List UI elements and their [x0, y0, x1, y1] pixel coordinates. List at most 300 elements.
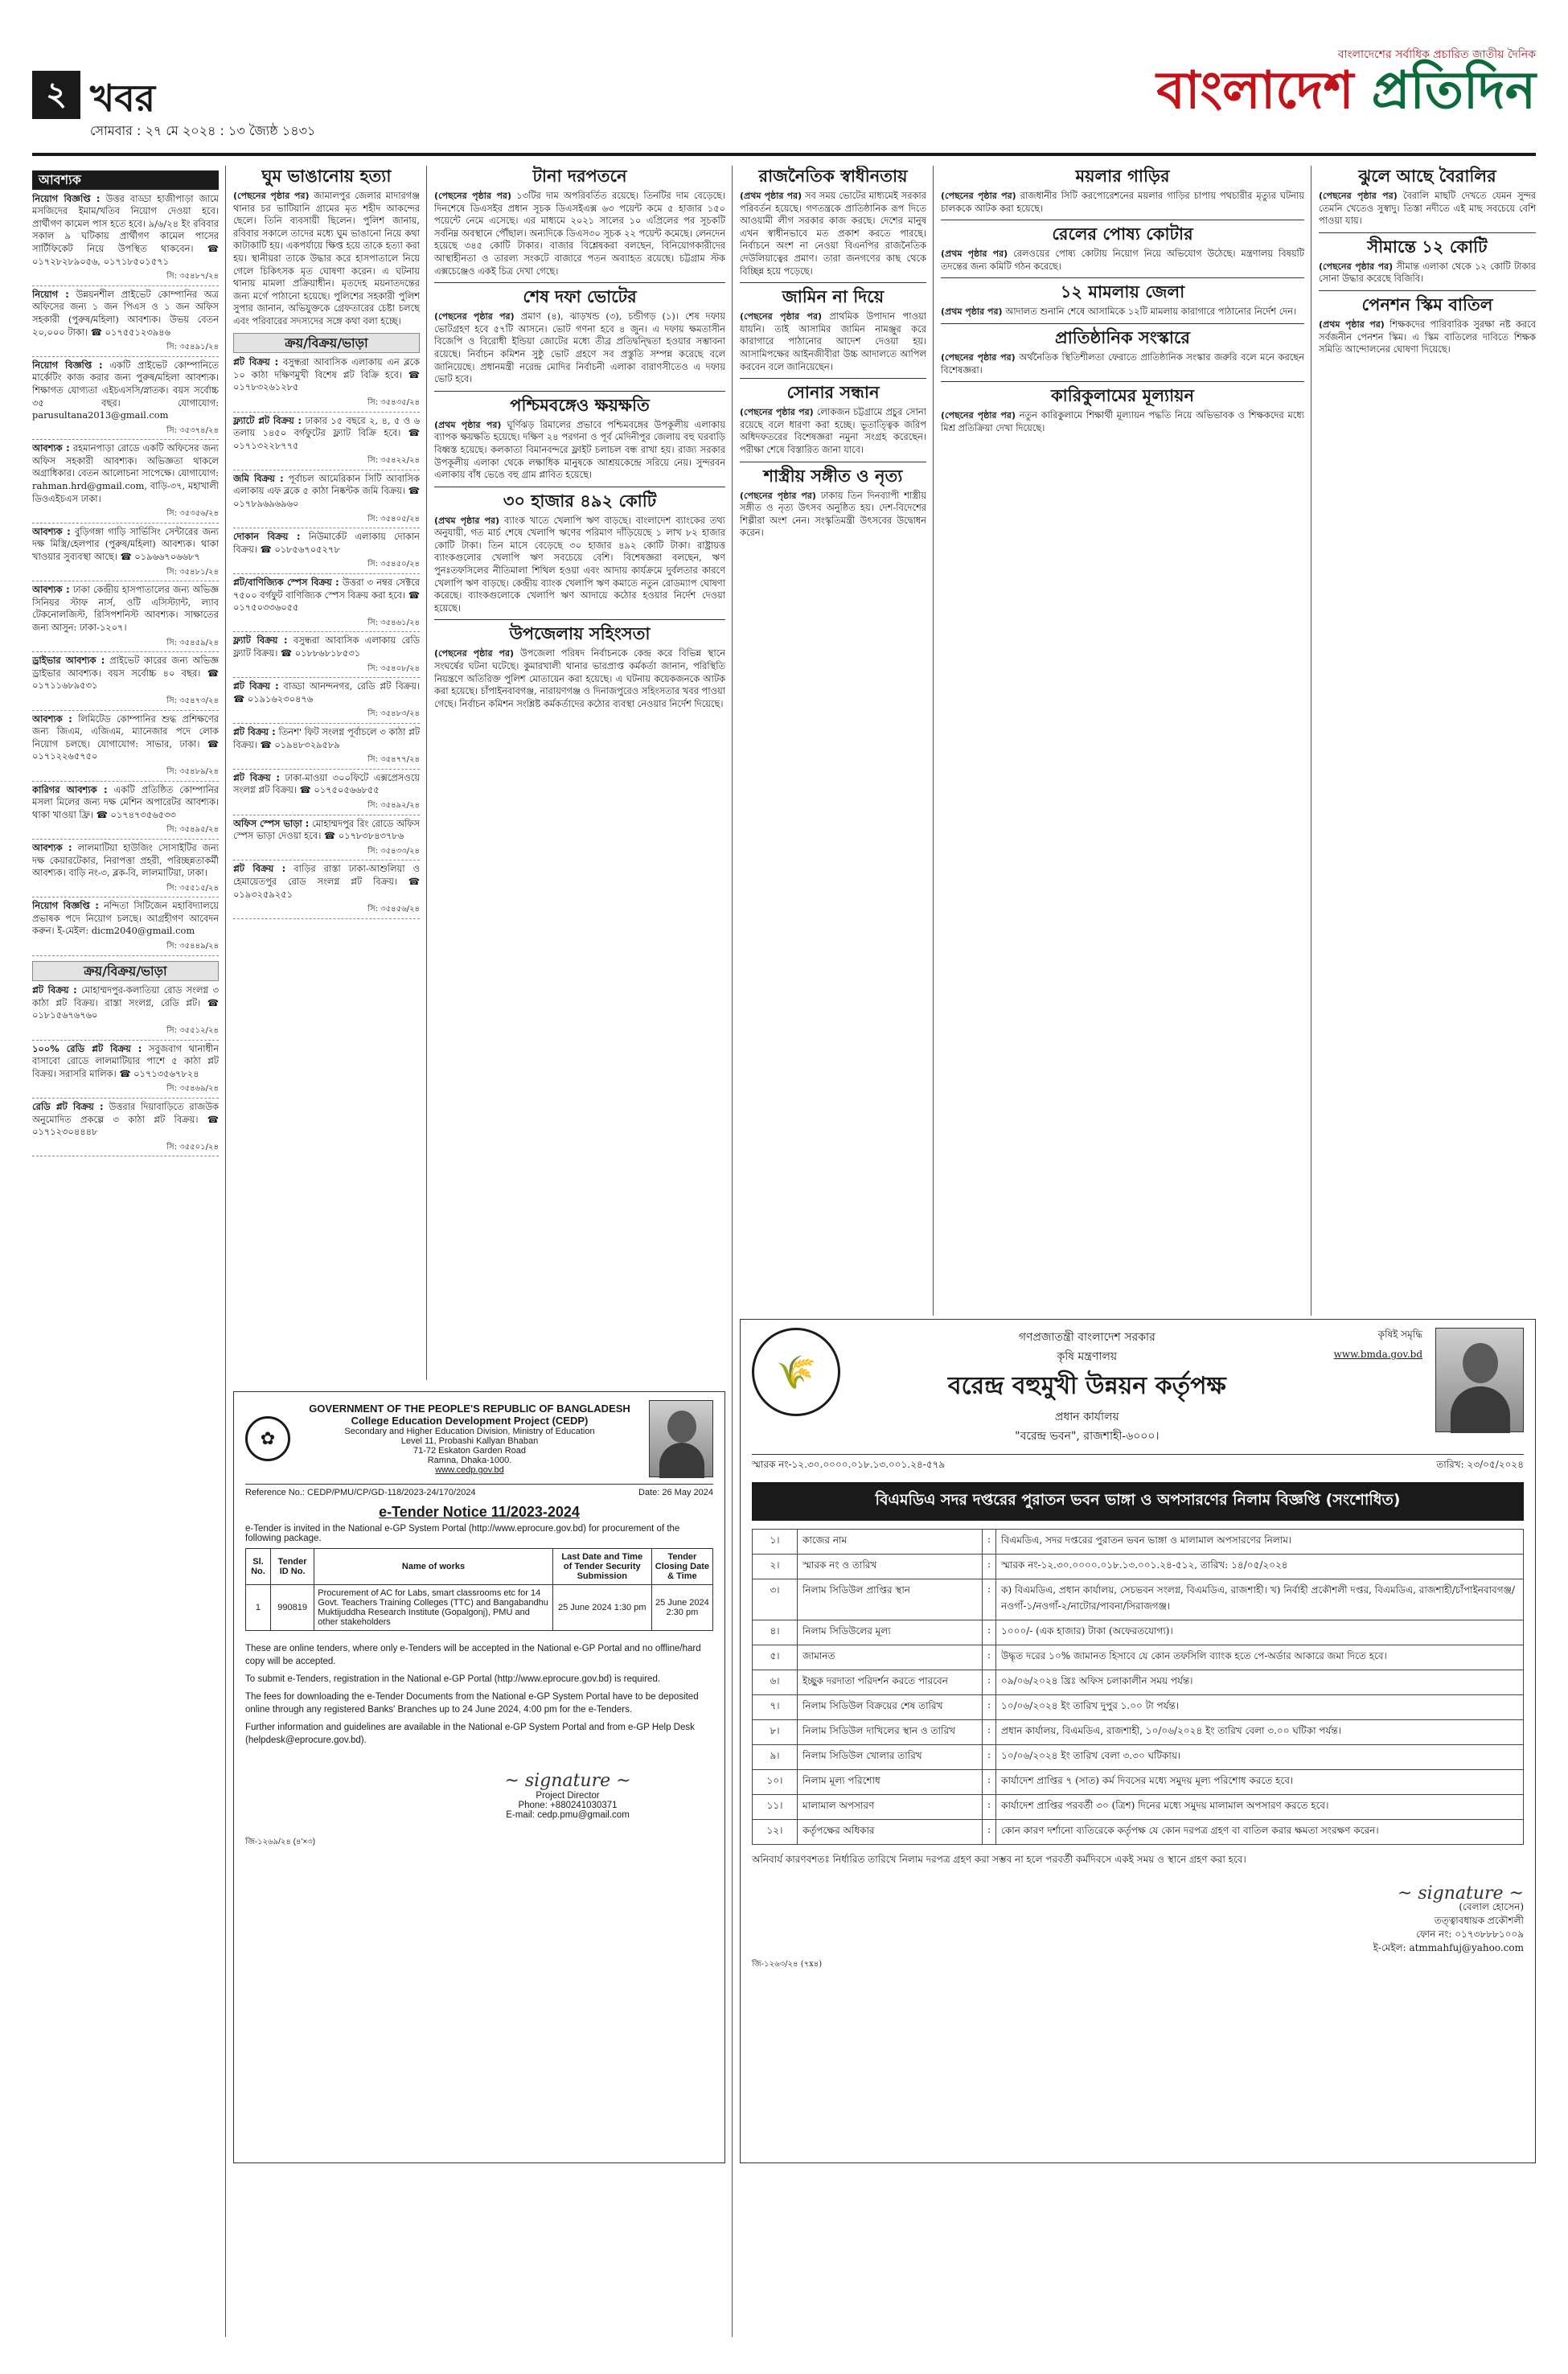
classified-ad-text — [233, 415, 420, 453]
classified-ad-code: সি: ৩৫৪০৫/২৪ — [367, 514, 420, 524]
story-text: বৈরালি মাছটি দেখতে যেমন সুন্দর তেমনি খেতেও সুস্বাদু। তিস্তা নদীতে এই মাছ সবচেয়ে বেশি পাওয়া যায়। — [1319, 190, 1536, 227]
auction-slogan: কৃষিই সমৃদ্ধি — [1377, 1329, 1422, 1340]
story-text: আদালত শুনানি শেষে আসামিকে ১২টি মামলায় কারাগারে পাঠানোর নির্দেশ দেন। — [1005, 306, 1297, 318]
classified-ad — [233, 531, 420, 574]
tender-phone: Phone: +880241030371 — [518, 1801, 618, 1810]
auction-row — [753, 1620, 1524, 1645]
classified-ad — [32, 842, 219, 897]
tender-title: e-Tender Notice 11/2023-2024 — [379, 1504, 580, 1520]
auction-row-separator: : — [983, 1820, 996, 1845]
classified-ad — [32, 584, 219, 652]
classified-ad-title: প্লট বিক্রয় : — [233, 356, 279, 368]
tender-reference: Reference No.: CEDP/PMU/CP/GD-118/2023-24/170/2024 — [245, 1488, 476, 1497]
tender-note-2: To submit e-Tenders, registration in the National e-GP Portal (http://www.eprocure.gov.bd) is required. — [245, 1674, 661, 1684]
classified-ad-text — [233, 635, 420, 659]
story-text: জামালপুর জেলার মাদারগঞ্জ থানার চর ভাটিয়ানি গ্রামের মৃত শহীদ আকন্দের ছেলে। তিনি ব্যবসায়ী ছিলেন। পুলিশ জানায়, রবিবার সকালে তাদের মধ্যে ঘুম ভাঙানো নিয়ে কথা কাটাকাটি হয়। একপর্যায়ে ক্ষিপ্ত হয়ে তাকে হত্যা করা হয়। স্থানীয়রা তাকে উদ্ধার করে হাসপাতালে নিয়ে গেলে চিকিৎসক মৃত ঘোষণা করেন। এ ঘটনায় থানায় মামলা প্রক্রিয়াধীন। মৃতদেহ ময়নাতদন্তের জন্য মর্গে পাঠানো হয়েছে। পুলিশের সহকারী পুলিশ সুপার জানান, অভিযুক্তকে গ্রেফতারের চেষ্টা চলছে এবং পরিবারের সদস্যদের সঙ্গে কথা বলা হচ্ছে। — [233, 190, 420, 327]
auction-row-value: ক) বিএমডিএ, প্রধান কার্যালয়, সেচভবন সংলগ্ন, বিএমডিএ, রাজশাহী। খ) নির্বাহী প্রকৌশলী দপ্তর, বিএমডিএ, রাজশাহী/চাঁপাইনবাবগঞ্জ/নওগাঁ-১/নওগাঁ-২/নাটোর/পাবনা/সিরাজগঞ্জ। — [996, 1579, 1524, 1620]
classified-ad-body: ঢাকা কেন্দ্রীয় হাসপাতালের জন্য অভিজ্ঞ সিনিয়র স্টাফ নার্স, ওটি এসিস্ট্যান্ট, ল্যাব টেকনোলজিস্ট, রিসিপশনিস্ট আবশ্যক। সাক্ষাতের জন্য আসুন: ঢাকা-১২০৭। — [32, 584, 219, 633]
classified-ad-body: উত্তরার দিয়াবাড়িতে রাজউক অনুমোদিত প্রকল্পে ৩ কাঠা প্লট বিক্রয়। ☎ ০১৭১২৩০৪৪৪৮ — [32, 1101, 219, 1138]
classified-ad-title: অফিস স্পেস ভাড়া : — [233, 817, 310, 829]
tender-website-link[interactable]: www.cedp.gov.bd — [435, 1465, 504, 1475]
classified-ad-body: রহমানপাড়া রোডে একটি অফিসের জন্য অফিস সহকারী আবশ্যক। অভিজ্ঞতা থাকলে অগ্রাধিকার। বেতন আলোচনা সাপেক্ষে। যোগাযোগ: rahman.hrd@gmail.com, বাড়ি-৩৭, মহাখালী ডিওএইচএস ঢাকা। — [32, 442, 219, 504]
auction-row-value: উদ্ধৃত দরের ১০% জামানত হিসাবে যে কোন তফসিলি ব্যাংক হতে পে-অর্ডার আকারে জমা দিতে হবে। — [996, 1645, 1524, 1670]
classified-ad — [32, 984, 219, 1040]
brand-name-part-a: বাংলাদেশ — [1156, 61, 1372, 121]
classified-ad-body: ঢাকা-মাওয়া ৩০০ফিটে এক্সপ্রেসওয়ে সংলগ্ন প্লট বিক্রয়। ☎ ০১৭৫০৫৬৬৮৫৫ — [233, 771, 420, 796]
classifieds-column — [32, 166, 219, 2337]
story-headline: ৩০ হাজার ৪৯২ কোটি — [434, 487, 725, 511]
classified-ad-code: সি: ৩৫৩৫৬/২৪ — [166, 509, 219, 519]
auction-row-separator: : — [983, 1555, 996, 1579]
classified-ad-text — [32, 713, 219, 763]
story-headline: রাজনৈতিক স্বাধীনতায় — [758, 166, 908, 186]
tender-note-3: The fees for downloading the e-Tender Documents from the National e-GP System Portal have to be deposited online through any registered Banks' Branches up to 24 June 2024, 4:00 pm for the e-Tenders. — [245, 1692, 699, 1715]
classified-ad — [32, 289, 219, 357]
tender-email: E-mail: cedp.pmu@gmail.com — [506, 1810, 630, 1820]
story-continuation-label: (প্রথম পৃষ্ঠার পর) — [1319, 318, 1385, 330]
tender-column-header: Tender Closing Date & Time — [651, 1549, 712, 1585]
story-body — [434, 647, 725, 710]
signature-image: ~ signature ~ — [504, 1771, 631, 1791]
classified-ad-title: প্লট বিক্রয় : — [233, 863, 286, 875]
classified-ad-body: বসুন্ধরা আবাসিক এলাকায় রেডি ফ্ল্যাট বিক্রয়। ☎ ০১৮৮৬৮১৮৫৩১ — [233, 635, 420, 659]
tender-table — [245, 1548, 713, 1631]
classified-ad-body: উত্তরা ৩ নম্বর সেক্টরে ৭৫০০ বর্গফুট বাণিজ্যিক স্পেস বিক্রয় করা হবে। ☎ ০১৭৫০৩৩৬০৫৫ — [233, 577, 420, 614]
auction-row-label: মালামাল অপসারণ — [798, 1795, 983, 1820]
auction-row-separator: : — [983, 1620, 996, 1645]
classified-ad-title: ড্রাইভার আবশ্যক : — [32, 655, 105, 667]
classified-ad-text — [233, 356, 420, 394]
classified-ad-code: সি: ৩৫৪২২/২৪ — [367, 456, 420, 466]
auction-row-label: কর্তৃপক্ষের অধিকার — [798, 1820, 983, 1845]
classified-ad — [233, 818, 420, 861]
story-body — [434, 515, 725, 615]
auction-row-separator: : — [983, 1695, 996, 1720]
classified-ad-text — [233, 680, 420, 705]
classified-ad-body: বুড়িগঙ্গা গাড়ি সার্ভিসিং সেন্টারের জন্য দক্ষ মিস্ত্রি/হেলপার (পুরুষ/মহিলা) আবশ্যক। থাকা খাওয়ার সুব্যবস্থা আছে। ☎ ০১৯৬৬৭০৬৬৮৭ — [32, 525, 219, 563]
story-text: অর্থনৈতিক স্থিতিশীলতা ফেরাতে প্রাতিষ্ঠানিক সংস্কার জরুরি বলে মনে করছেন বিশেষজ্ঞরা। — [941, 351, 1304, 376]
classified-ad-text — [32, 842, 219, 880]
column-divider — [933, 166, 934, 1316]
story-text: ব্যাংক খাতে খেলাপি ঋণ বাড়ছে। বাংলাদেশ ব্যাংকের তথ্য অনুযায়ী, গত মার্চ শেষে খেলাপি ঋণের পরিমাণ দাঁড়িয়েছে ১ লাখ ৮২ হাজার কোটি টাকা। তিন মাসে বেড়েছে ৩০ হাজার ৪৯২ কোটি টাকা। রাষ্ট্রায়ত্ত ব্যাংকগুলোর খেলাপি ঋণ সবচেয়ে বেশি। বিশেষজ্ঞরা বলছেন, ঋণ পুনঃতফসিলের নীতিমালা শিথিল হওয়া এবং আদায় কার্যক্রমে দুর্বলতার কারণে খেলাপি ঋণ বাড়ছে। কেন্দ্রীয় ব্যাংক খেলাপি ঋণ কমাতে নতুন রোডম্যাপ ঘোষণা করেছে। ব্যাংকগুলোকে খেলাপি ঋণ আদায়ে কঠোর হওয়ার নির্দেশ দেওয়া হয়েছে। — [434, 514, 725, 614]
story-headline: পেনশন স্কিম বাতিল — [1319, 290, 1536, 315]
tender-column-header: Name of works — [314, 1549, 552, 1585]
classified-ad — [32, 784, 219, 840]
auction-ministry: কৃষি মন্ত্রণালয় — [1057, 1350, 1118, 1363]
classified-ad-title: প্লট বিক্রয় : — [233, 680, 279, 692]
story-headline: সোনার সন্ধান — [740, 378, 926, 403]
auction-row — [753, 1579, 1524, 1620]
story-text: লোকজন চট্টগ্রামে প্রচুর সোনা রয়েছে বলে ধারণা করা হচ্ছে। ভূতাত্ত্বিক জরিপ অধিদফতরের বিশেষজ্ঞরা নমুনা সংগ্রহ করেছেন। পরীক্ষা শেষে বিস্তারিত জানা যাবে। — [740, 406, 926, 455]
auction-row-separator: : — [983, 1770, 996, 1795]
story-headline: ময়লার গাড়ির — [1075, 166, 1170, 186]
classified-ad-body: বাড়ির রাস্তা ঢাকা-আশুলিয়া ও হেমায়েতপুর রোড সংলগ্ন প্লট বিক্রয়। ☎ ০১৯৩২৫৯২৫১ — [233, 863, 420, 900]
auction-row — [753, 1770, 1524, 1795]
classified-ad-code: সি: ৩৫৪৪৯/২৪ — [166, 942, 219, 951]
story-headline: টানা দরপতনে — [532, 166, 627, 186]
classified-ad-code: সি: ৩৫৪৩৫/২৪ — [367, 397, 420, 407]
auction-row-value: স্মারক নং-১২.৩০.০০০০.০১৮.১৩.০০১.২৪-৫১২, তারিখ: ১৪/০৫/২০২৪ — [996, 1555, 1524, 1579]
classified-ad — [233, 772, 420, 815]
auction-row-number: ২। — [753, 1555, 798, 1579]
story-continuation-label: (পেছনের পৃষ্ঠার পর) — [740, 311, 823, 322]
classified-ad-text — [32, 1043, 219, 1081]
story-body — [941, 248, 1304, 273]
classified-ad — [233, 356, 420, 412]
classified-ad-title: আবশ্যক : — [32, 525, 71, 537]
masthead — [32, 29, 1536, 150]
story-body — [740, 406, 926, 456]
classified-ad-text — [233, 772, 420, 797]
story-continuation-label: (প্রথম পৃষ্ঠার পর) — [941, 306, 1003, 318]
tender-table-header — [246, 1549, 713, 1585]
classified-ad-body: ঢাকার ১৫ বছরে ২, ৪, ৫ ও ৬ তলায় ১৪৫০ বর্গফুটের ফ্ল্যাট বিক্রি হবে। ☎ ০১৭১৩২২৮৭৭৫ — [233, 414, 420, 451]
auction-footer-note: অনিবার্য কারণবশতঃ নির্ধারিত তারিখে নিলাম দরপত্র গ্রহণ করা সম্ভব না হলে পরবর্তী কর্মদিবসে একই সময় ও স্থানে গ্রহণ করা হবে। — [752, 1854, 1246, 1865]
auction-org: বরেন্দ্র বহুমুখী উন্নয়ন কর্তৃপক্ষ — [947, 1372, 1226, 1400]
classified-ad-code: সি: ৩৫৪৯২/২৪ — [367, 800, 420, 810]
auction-row — [753, 1530, 1524, 1555]
column-divider — [225, 166, 226, 2337]
classified-ad-title: প্লট বিক্রয় : — [233, 725, 276, 737]
bmda-logo-icon: 🌾 — [752, 1328, 840, 1416]
classified-ad-body: উত্তর বাড্ডা হাজীপাড়া জামে মসজিদের ইমাম/খতিব নিয়োগ দেওয়া হবে। প্রার্থীগণ কামেল পাস হতে হবে। ৯/৬/২৪ ইং রবিবার সকাল ৯ ঘটিকায় প্রার্থীগণ কামেল পাসের সার্টিফিকেট নিয়ে উপস্থিত থাকবেন। ☎ ০১৭২৮২৮৯০৫৬, ০১৭১৮৫০১৫৭১ — [32, 192, 219, 267]
classified-ad-title: ১০০% রেডি প্লট বিক্রয় : — [32, 1042, 142, 1054]
story-text: শিক্ষকদের পারিবারিক সুরক্ষা নষ্ট করবে সর্বজনীন পেনশন স্কিম। এ স্কিম বাতিলের দাবিতে শিক্ষক সমিতি আন্দোলনের ঘোষণা দিয়েছে। — [1319, 318, 1536, 355]
classified-ad — [32, 1043, 219, 1099]
classified-ad-text — [32, 289, 219, 339]
story-body — [941, 190, 1304, 215]
auction-row-separator: : — [983, 1645, 996, 1670]
auction-row-number: ১০। — [753, 1770, 798, 1795]
portrait-photo — [1435, 1328, 1524, 1432]
classified-ad-body: নিউমার্কেট এলাকায় দোকান বিক্রয়। ☎ ০১৮৫৬৭০৫২৭৮ — [233, 531, 420, 555]
auction-row-value: কোন কারণ দর্শানো ব্যতিরেকে কর্তৃপক্ষ যে কোন দরপত্র গ্রহণ বা বাতিল করার ক্ষমতা সংরক্ষণ করেন। — [996, 1820, 1524, 1845]
classified-ad — [233, 635, 420, 678]
auction-row-label: কাজের নাম — [798, 1530, 983, 1555]
classified-ad-body: উন্নয়নশীল প্রাইভেট কোম্পানির অত্র অফিসের জন্য ১ জন পিএস ও ১ জন অফিস সহকারী (পুরুষ/মহিলা) আবশ্যক। উভয় বেতন ২০,০০০ টাকা। ☎ ০১৭৫৫১২৩৯৪৬ — [32, 288, 219, 338]
classified-ad-text — [32, 442, 219, 505]
auction-row-number: ৯। — [753, 1745, 798, 1770]
auction-row-separator: : — [983, 1720, 996, 1745]
story-text: ১৩টির দাম অপরিবর্তিত রয়েছে। তিনটির দাম বেড়েছে। দিনশেষে ডিএসইর প্রধান সূচক ডিএসইএক্স ৬৩ পয়েন্ট কমে ৫ হাজার ১৫০ পয়েন্টে নেমে এসেছে। এর মাধ্যমে ২০২১ সালের ১০ এপ্রিলের পর সূচকটি সর্বনিম্ন অবস্থানে পৌঁছাল। অন্যদিকে ডিএস৩০ সূচক ২২ পয়েন্ট কমেছে। লেনদেন হয়েছে ৩৪৫ কোটি টাকার। বাজার বিশ্লেষকরা বলছেন, বিনিয়োগকারীদের আস্থাহীনতা ও তারল্য সংকটে বাজারে পতন অব্যাহত রয়েছে। চট্টগ্রাম স্টক এক্সচেঞ্জেও একই চিত্র দেখা গেছে। — [434, 190, 725, 277]
story-text: ঘূর্ণিঝড় রিমালের প্রভাবে পশ্চিমবঙ্গের উপকূলীয় এলাকায় ব্যাপক ক্ষয়ক্ষতি হয়েছে। দক্ষিণ ২৪ পরগনা ও পূর্ব মেদিনীপুর জেলায় বহু ঘরবাড়ি বিধ্বস্ত হয়েছে। কলকাতা বিমানবন্দরে ফ্লাইট চলাচল বন্ধ রাখা হয়। রাজ্য সরকার উপকূলীয় এলাকা থেকে লক্ষাধিক মানুষকে আশ্রয়কেন্দ্রে সরিয়ে নেয়। সুন্দরবন এলাকায় বাঁধ ভেঙে বহু গ্রাম প্লাবিত হয়েছে। — [434, 418, 725, 481]
tender-date: Date: 26 May 2024 — [638, 1488, 713, 1497]
brand-name — [1156, 61, 1536, 121]
classified-ad-title: আবশ্যক : — [32, 713, 72, 725]
auction-website-link[interactable]: www.bmda.gov.bd — [1333, 1349, 1422, 1360]
classified-ad-title: কারিগর আবশ্যক : — [32, 783, 108, 795]
classified-ad-code: সি: ৩৫৪৬১/২৪ — [367, 618, 420, 627]
classified-ad-title: জমি বিক্রয় : — [233, 472, 284, 484]
auction-row-number: ১। — [753, 1530, 798, 1555]
tender-address-3: Ramna, Dhaka-1000. — [427, 1456, 512, 1465]
auction-row-value: ১০০০/- (এক হাজার) টাকা (অফেরতযোগ্য)। — [996, 1620, 1524, 1645]
tender-row — [246, 1585, 713, 1631]
auction-row-label: নিলাম সিডিউলের মূল্য — [798, 1620, 983, 1645]
auction-row-label: ইচ্ছুক দরদাতা পরিদর্শন করতে পারবেন — [798, 1670, 983, 1695]
column-6 — [1319, 166, 1536, 1316]
tender-cell: 25 June 2024 1:30 pm — [552, 1585, 651, 1631]
story-continuation-label: (পেছনের পৃষ্ঠার পর) — [740, 407, 814, 418]
story-body — [941, 409, 1304, 434]
auction-table — [752, 1529, 1524, 1845]
classified-ad-code: সি: ৩৫৪৫০/২৪ — [367, 560, 420, 569]
auction-row-number: ১১। — [753, 1795, 798, 1820]
classified-ad-text — [32, 193, 219, 269]
classified-ad-code: সি: ৩৫৩৭৪/২৪ — [166, 425, 219, 435]
classified-ad-body: একটি প্রাইভেট কোম্পানিতে মার্কেটিং কাজ করার জন্য পুরুষ/মহিলা আবশ্যক। শিক্ষাগত যোগ্যতা এইচএসসি/স্নাতক। বয়স সর্বোচ্চ ৩৫ বছর। যোগাযোগ: parusultana2013@gmail.com — [32, 359, 219, 421]
classified-ad-code: সি: ৩৫৫১৫/২৪ — [166, 883, 219, 893]
story-headline: পশ্চিমবঙ্গেও ক্ষয়ক্ষতি — [434, 391, 725, 416]
classified-ad — [233, 577, 420, 632]
tender-address-1: Level 11, Probashi Kallyan Bhaban — [400, 1436, 539, 1446]
classified-ad — [32, 359, 219, 441]
classified-ad-code: সি: ৩৫৫১২/২৪ — [166, 1026, 219, 1036]
classified-ad-code: সি: ৩৫৪৯৫/২৪ — [166, 825, 219, 835]
classified-ad-body: লালমাটিয়া হাউজিং সোসাইটির জন্য দক্ষ কেয়ারটেকার, নিরাপত্তা প্রহরী, পরিচ্ছন্নতাকর্মী আবশ্যক। বাড়ি নং-৩, ব্লক-বি, লালমাটিয়া, ঢাকা। — [32, 841, 219, 879]
classified-ad-body: বাড্ডা আনন্দনগর, রেডি প্লট বিক্রয়। ☎ ০১৯১৬২৩০৪৭৬ — [233, 680, 420, 704]
auction-row-label: নিলাম সিডিউল বিক্রয়ের শেষ তারিখ — [798, 1695, 983, 1720]
story-text: প্রাথমিক উপাদান পাওয়া যায়নি। তাই আসামির জামিন নামঞ্জুর করে কারাগারে পাঠানোর আদেশ দেওয়া হয়। আসামিপক্ষের আইনজীবীরা উচ্চ আদালতে আপিল করবেন বলে জানিয়েছেন। — [740, 310, 926, 372]
auction-row-value: ০৯/০৬/২০২৪ খ্রিঃ অফিস চলাকালীন সময় পর্যন্ত। — [996, 1670, 1524, 1695]
auction-row-separator: : — [983, 1579, 996, 1620]
classified-ad-title: আবশ্যক : — [32, 841, 72, 853]
auction-row-number: ১২। — [753, 1820, 798, 1845]
classified-ad-code: সি: ৩৫৪৮৩/২৪ — [367, 709, 420, 719]
story-continuation-label: (পেছনের পৃষ্ঠার পর) — [434, 648, 515, 659]
column-4 — [740, 166, 926, 1316]
classified-ad-text — [233, 726, 420, 751]
auction-row-number: ৭। — [753, 1695, 798, 1720]
story-continuation-label: (পেছনের পৃষ্ঠার পর) — [941, 351, 1016, 363]
story-continuation-label: (পেছনের পৃষ্ঠার পর) — [434, 311, 515, 322]
classified-ad-title: নিয়োগ বিজ্ঞপ্তি : — [32, 192, 101, 204]
auction-row — [753, 1670, 1524, 1695]
auction-office: প্রধান কার্যালয় — [1054, 1411, 1119, 1423]
signature-image: ~ signature ~ — [1397, 1883, 1524, 1904]
classified-ad-code: সি: ৩৫৪৫৬/২৪ — [367, 905, 420, 914]
classified-ad — [233, 473, 420, 528]
tender-division: Secondary and Higher Education Division, Ministry of Education — [344, 1427, 595, 1436]
tender-gov-line: GOVERNMENT OF THE PEOPLE'S REPUBLIC OF BANGLADESH — [309, 1403, 630, 1415]
auction-row-separator: : — [983, 1745, 996, 1770]
column-divider — [732, 166, 733, 2337]
classified-ad-text — [32, 1101, 219, 1139]
auction-row — [753, 1695, 1524, 1720]
dateline: সোমবার : ২৭ মে ২০২৪ : ১৩ জ্যৈষ্ঠ ১৪৩১ — [90, 123, 316, 138]
auction-row-label: নিলাম সিডিউল দাখিলের স্থান ও তারিখ — [798, 1720, 983, 1745]
tender-cell: 1 — [246, 1585, 271, 1631]
classified-ad — [32, 526, 219, 581]
auction-title: বিএমডিএ সদর দপ্তরের পুরাতন ভবন ভাঙ্গা ও অপসারণের নিলাম বিজ্ঞপ্তি (সংশোধিত) — [752, 1482, 1524, 1521]
story-continuation-label: (পেছনের পৃষ্ঠার পর) — [1319, 191, 1398, 201]
story-headline: কারিকুলামের মূল্যায়ন — [941, 381, 1304, 406]
auction-row-separator: : — [983, 1795, 996, 1820]
story-continuation-label: (প্রথম পৃষ্ঠার পর) — [434, 515, 500, 526]
story-body — [740, 310, 926, 373]
column-2 — [233, 166, 420, 1380]
classified-ad — [32, 442, 219, 524]
story-body — [1319, 190, 1536, 228]
classified-ad-title: আবশ্যক : — [32, 442, 70, 454]
auction-row-separator: : — [983, 1670, 996, 1695]
story-body — [1319, 318, 1536, 356]
story-continuation-label: (প্রথম পৃষ্ঠার পর) — [434, 419, 502, 430]
classified-ad-text — [32, 359, 219, 422]
brand-tagline: বাংলাদেশের সর্বাধিক প্রচারিত জাতীয় দৈনিক — [1337, 48, 1536, 61]
story-body — [941, 306, 1304, 318]
auction-row-label: জামানত — [798, 1645, 983, 1670]
tender-address-2: 71-72 Eskaton Garden Road — [413, 1446, 527, 1456]
story-headline: উপজেলায় সহিংসতা — [434, 619, 725, 644]
tender-note-4: Further information and guidelines are available in the National e-GP System Portal and from e-GP Help Desk (helpdesk@eprocure.gov.bd). — [245, 1723, 695, 1745]
etender-notice-ad — [233, 1391, 725, 2163]
classified-ad-code: সি: ৩৫৪৮৭/২৪ — [166, 272, 219, 281]
govt-emblem-icon: ✿ — [245, 1416, 290, 1461]
column-divider — [426, 166, 427, 1380]
classified-ad-code: সি: ৩৫৪৭৩/২৪ — [166, 696, 219, 705]
classified-ad — [233, 415, 420, 470]
classified-ad-text — [233, 863, 420, 901]
auction-location: "বরেন্দ্র ভবন", রাজশাহী-৬০০০। — [1015, 1430, 1160, 1443]
auction-row-number: ৪। — [753, 1620, 798, 1645]
classified-ad-code: সি: ৩৫৪৮৯/২৪ — [166, 766, 219, 776]
classified-ad-title: দোকান বিক্রয় : — [233, 531, 301, 543]
auction-row-value: প্রধান কার্যালয়, বিএমডিএ, রাজশাহী, ১০/০৬/২০২৪ ইং তারিখ বেলা ৩.০০ ঘটিকা পর্যন্ত। — [996, 1720, 1524, 1745]
classified-ad-body: মোহাম্মদপুর রিং রোডে অফিস স্পেস ভাড়া দেওয়া হবে। ☎ ০১৭৮৩৮৪৩৭৮৬ — [233, 817, 420, 842]
story-headline: শেষ দফা ভোটের — [434, 282, 725, 307]
column-5 — [941, 166, 1304, 1316]
classified-ad-text — [233, 531, 420, 556]
classified-ad-title: ফ্ল্যাট বিক্রয় : — [233, 635, 288, 647]
classified-ad — [32, 1101, 219, 1156]
story-headline: প্রাতিষ্ঠানিক সংস্কারে — [941, 323, 1304, 348]
story-headline: জামিন না দিয়ে — [740, 282, 926, 307]
story-continuation-label: (পেছনের পৃষ্ঠার পর) — [434, 191, 511, 201]
story-body — [434, 310, 725, 386]
classified-ad-title: নিয়োগ : — [32, 288, 69, 300]
tender-project: College Education Development Project (CEDP) — [351, 1415, 589, 1427]
classified-ad-code: সি: ৩৫৪৮১/২৪ — [166, 567, 219, 577]
classified-ad-text — [233, 577, 420, 614]
classified-ad-text — [32, 655, 219, 692]
classified-ad-text — [233, 818, 420, 843]
auction-row-value: কার্যাদেশ প্রাপ্তির পরবর্তী ৩০ (ত্রিশ) দিনের মধ্যে সমুদয় মালামাল অপসারণ করতে হবে। — [996, 1795, 1524, 1820]
auction-reference: স্মারক নং-১২.৩০.০০০০.০১৮.১৩.০০১.২৪-৫৭৯ — [752, 1459, 946, 1470]
auction-row-number: ৫। — [753, 1645, 798, 1670]
auction-row — [753, 1820, 1524, 1845]
classified-ad — [233, 863, 420, 918]
classified-ad — [32, 713, 219, 782]
classified-ad-body: পূর্বাচল আমেরিকান সিটি আবাসিক এলাকায় এফ ব্লকে ৫ কাঠা নিষ্কন্টক জমি বিক্রয়। ☎ ০১৭৮৯৬৯৬৯৬০ — [233, 472, 420, 510]
story-body — [740, 490, 926, 540]
story-text: রাজধানীর সিটি করপোরেশনের ময়লার গাড়ির চাপায় পথচারীর মৃত্যুর ঘটনায় চালককে আটক করা হয়েছে। — [941, 190, 1304, 214]
auction-row-label: স্মারক নং ও তারিখ — [798, 1555, 983, 1579]
classified-ad-body: লিমিটেড কোম্পানির শুদ্ধ প্রশিক্ষণের জন্য জিএম, এজিএম, ম্যানেজার পদে লোক নিয়োগ চলছে। যোগাযোগ: সাভার, ঢাকা। ☎ ০১৭১২২৬৫৭৫০ — [32, 713, 219, 762]
classified-ad-code: সি: ৩৫৪০৮/২৪ — [367, 663, 420, 673]
auction-gov-line: গণপ্রজাতন্ত্রী বাংলাদেশ সরকার — [1018, 1331, 1155, 1344]
story-text: সব সময় ভোটের মাধ্যমেই সরকার পরিবর্তন হয়েছে। গণতন্ত্রকে প্রাতিষ্ঠানিক রূপ দিতে আওয়ামী লীগ সরকার কাজ করছে। দেশের মানুষ এখন স্বাধীনভাবে মত প্রকাশ করতে পারছে। নির্বাচনে অংশ না নেওয়া বিএনপির রাজনৈতিক দেউলিয়াত্বের প্রমাণ। তারা জনগণের কাছ থেকে বিচ্ছিন্ন হয়ে পড়েছে। — [740, 190, 926, 277]
tender-table-body — [246, 1585, 713, 1631]
tender-cell: 25 June 2024 2:30 pm — [651, 1585, 712, 1631]
story-headline: রেলের পোষ্য কোটার — [941, 220, 1304, 244]
auction-row — [753, 1720, 1524, 1745]
story-continuation-label: (পেছনের পৃষ্ঠার পর) — [1319, 261, 1394, 272]
auction-signer-phone: ফোন নং: ০১৭৩৮৮৮১০০৯ — [1415, 1928, 1524, 1940]
classified-ad — [233, 680, 420, 724]
story-body — [434, 419, 725, 482]
classified-ad-body: সবুজবাগ থানাধীন বাসাবো রোডে লালমাটিয়ার পাশে ৫ কাঠা প্লট বিক্রয়। সরাসরি মালিক। ☎ ০১৭১৩৫৬৭৮২৪ — [32, 1042, 219, 1079]
classified-ad-body: তিনশ' ফিট সংলগ্ন পূর্বাচলে ৩ কাঠা প্লট বিক্রয়। ☎ ০১৯৪৮৩২৯৫৮৯ — [233, 725, 420, 750]
newspaper-logo — [1156, 45, 1536, 121]
classified-ad-code: সি: ৩৫৪৫৯/২৪ — [166, 638, 219, 647]
auction-notice-ad — [740, 1319, 1536, 2163]
classified-ad-body: একটি প্রতিষ্ঠিত কোম্পানির মসলা মিলের জন্য দক্ষ মেশিন অপারেটর আবশ্যক। থাকা খাওয়া ফ্রি। ☎ ০১৭৪৭৩৫৬৫৩৩ — [32, 783, 219, 820]
story-continuation-label: (পেছনের পৃষ্ঠার পর) — [233, 191, 310, 201]
classified-ad-code: সি: ৩৫৪৬৯/২৪ — [166, 1084, 219, 1094]
auction-row — [753, 1745, 1524, 1770]
auction-signer-name: (বেলাল হোসেন) — [1459, 1901, 1524, 1912]
classified-ad-body: মোহাম্মদপুর-কলাতিয়া রোড সংলগ্ন ৩ কাঠা প্লট বিক্রয়। রাস্তা সংলগ্ন, রেডি প্লট। ☎ ০১৮১৫৬৭৬৭৬০ — [32, 984, 219, 1021]
classified-ad-body: প্রাইভেট কারের জন্য অভিজ্ঞ ড্রাইভার আবশ্যক। বয়স সর্বোচ্চ ৪০ বছর। ☎ ০১৭১১৬৮৯৫৩১ — [32, 655, 219, 692]
tender-column-header: Tender ID No. — [270, 1549, 314, 1585]
auction-row-value: ১০/০৬/২০২৪ ইং তারিখ দুপুর ১.০০ টা পর্যন্ত। — [996, 1695, 1524, 1720]
section-name: খবর — [90, 76, 156, 120]
auction-ad-code: জি-১২৬৩/২৪ (৭x৪) — [752, 1960, 823, 1969]
classified-ad-text — [32, 784, 219, 822]
auction-signer-title: তত্ত্বাবধায়ক প্রকৌশলী — [1434, 1915, 1524, 1926]
auction-row — [753, 1795, 1524, 1820]
story-text: সীমান্ত এলাকা থেকে ১২ কোটি টাকার সোনা উদ্ধার করেছে বিজিবি। — [1319, 260, 1536, 285]
tender-ad-code: জি-১২৬৯/২৪ (৪'×৩) — [245, 1838, 316, 1846]
classified-ad-title: নিয়োগ বিজ্ঞপ্তি : — [32, 900, 99, 912]
classified-ad-text — [32, 526, 219, 564]
portrait-photo — [649, 1400, 713, 1477]
story-headline: ১২ মামলায় জেলা — [941, 277, 1304, 302]
auction-row-number: ৩। — [753, 1579, 798, 1620]
auction-row-value: ১০/০৬/২০২৪ ইং তারিখ বেলা ৩.৩০ ঘটিকায়। — [996, 1745, 1524, 1770]
classified-ad-title: নিয়োগ বিজ্ঞপ্তি : — [32, 359, 103, 371]
classified-ad — [32, 655, 219, 710]
story-body — [1319, 261, 1536, 285]
auction-row-number: ৬। — [753, 1670, 798, 1695]
classified-ad-title: রেডি প্লট বিক্রয় : — [32, 1101, 104, 1112]
tender-column-header: Last Date and Time of Tender Security Submission — [552, 1549, 651, 1585]
classified-ad-text — [32, 584, 219, 634]
category-header-jobs: আবশ্যক — [32, 170, 219, 190]
story-continuation-label: (পেছনের পৃষ্ঠার পর) — [740, 490, 816, 501]
auction-row-number: ৮। — [753, 1720, 798, 1745]
classified-ad-code: সি: ৩৫৪৭৭/২৪ — [367, 755, 420, 765]
auction-row-label: নিলাম সিডিউল খোলার তারিখ — [798, 1745, 983, 1770]
auction-row-value: কার্যাদেশ প্রাপ্তির ৭ (সাত) কর্ম দিবসের মধ্যে সমুদয় মূল্য পরিশোধ করতে হবে। — [996, 1770, 1524, 1795]
page-number: ২ — [32, 71, 80, 119]
brand-name-part-b: প্রতিদিন — [1371, 61, 1536, 121]
auction-row-label: নিলাম সিডিউল প্রাপ্তির স্থান — [798, 1579, 983, 1620]
story-continuation-label: (পেছনের পৃষ্ঠার পর) — [941, 410, 1016, 421]
story-text: প্রমাণ (৪), ঝাড়খন্ড (৩), চন্ডীগড় (১)। শেষ দফায় ভোটগ্রহণ হবে ৫৭টি আসনে। ভোট গণনা হবে ৪ জুন। এ দফায় ক্ষমতাসীন বিজেপি ও বিরোধী ইন্ডিয়া জোটের মধ্যে তীব্র প্রতিদ্বন্দ্বিতা হওয়ার সম্ভাবনা রয়েছে। নির্বাচন কমিশন সুষ্ঠু ভোট গ্রহণে সব প্রস্তুতি সম্পন্ন করেছে বলে জানিয়েছে। প্রধানমন্ত্রী নরেন্দ্র মোদির নির্বাচনী এলাকা বারাণসীতেও এ দফায় ভোট হবে। — [434, 310, 725, 385]
classified-ad-body: নন্দিতা সিটিজেন মহাবিদ্যালয়ে প্রভাষক পদে নিয়োগ চলছে। আগ্রহীগণ আবেদন করুন। ই-মেইল: dicm2040@gmail.com — [32, 900, 219, 937]
story-body — [740, 190, 926, 277]
story-body — [941, 351, 1304, 376]
column-3 — [434, 166, 725, 1380]
story-headline: সীমান্তে ১২ কোটি — [1319, 232, 1536, 257]
story-text: ঢাকায় তিন দিনব্যাপী শাস্ত্রীয় সঙ্গীত ও নৃত্য উৎসব অনুষ্ঠিত হয়। দেশ-বিদেশের শিল্পীরা অংশ নেন। সংস্কৃতিমন্ত্রী উৎসবের উদ্বোধন করেন। — [740, 489, 926, 539]
story-text: উপজেলা পরিষদ নির্বাচনকে কেন্দ্র করে বিভিন্ন স্থানে সংঘর্ষের ঘটনা ঘটেছে। কুমারখালী থানার ভারপ্রাপ্ত কর্মকর্তা জানান, পরিস্থিতি নিয়ন্ত্রণে অতিরিক্ত পুলিশ মোতায়েন করা হয়েছে। এ ঘটনায় কয়েকজনকে আটক করা হয়েছে। চাঁপাইনবাবগঞ্জ, নারায়ণগঞ্জ ও দিনাজপুরেও সহিংসতার খবর পাওয়া গেছে। নির্বাচন কমিশন সংশ্লিষ্ট কর্মকর্তাদের কঠোর ব্যবস্থা নেওয়ার নির্দেশ দিয়েছে। — [434, 647, 725, 709]
auction-row — [753, 1555, 1524, 1579]
story-body — [233, 190, 420, 328]
classified-ad-text — [233, 473, 420, 511]
